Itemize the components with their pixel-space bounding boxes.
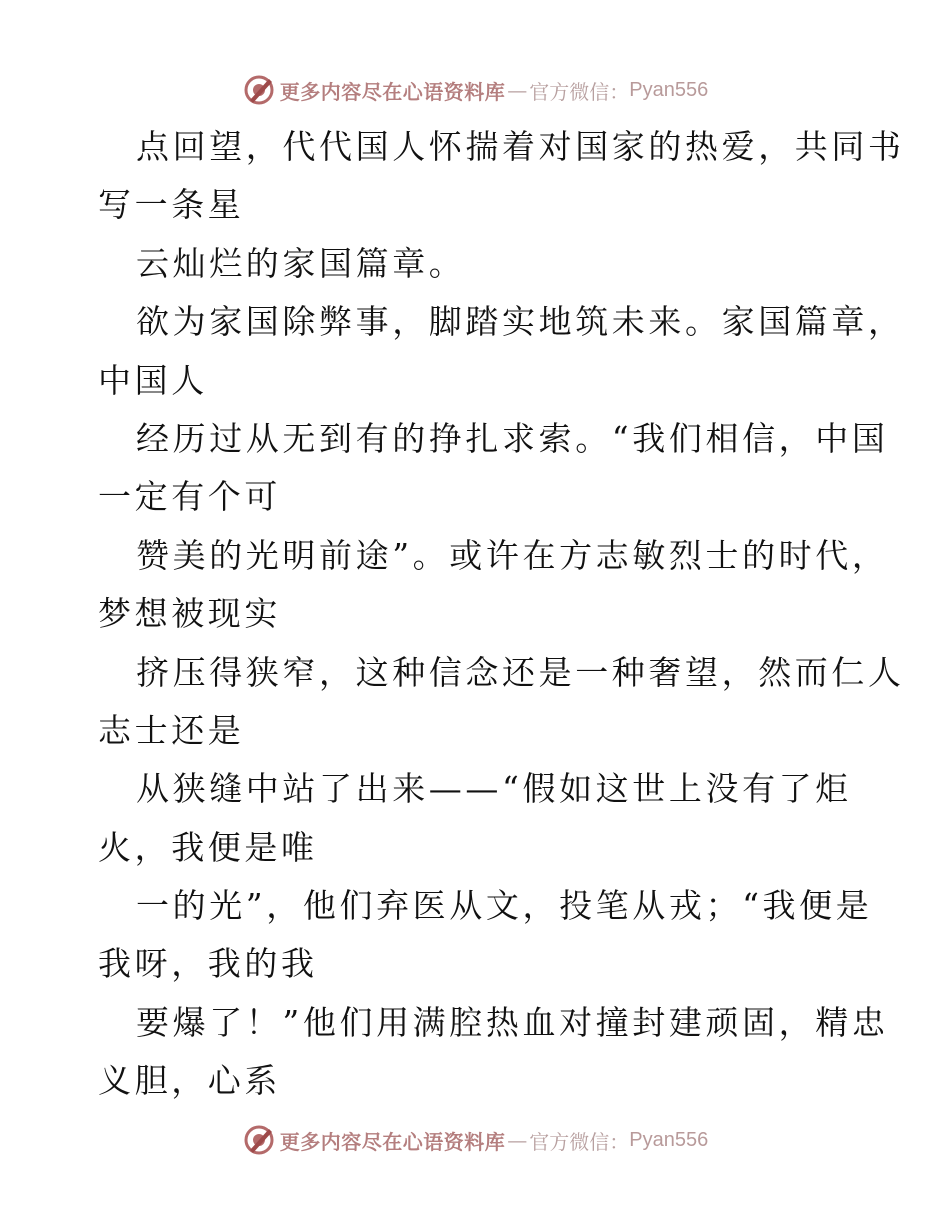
pen-logo-icon bbox=[242, 73, 276, 107]
text-line: 经历过从无到有的挣扎求索。“我们相信，中国 bbox=[136, 418, 889, 458]
pen-logo-icon bbox=[242, 1123, 276, 1157]
text-line: 从狭缝中站了出来——“假如这世上没有了炬 bbox=[136, 769, 852, 809]
header-wechat-id: Pyan556 bbox=[629, 78, 709, 101]
document-body bbox=[98, 118, 905, 1111]
footer-brand-text: 更多内容尽在心语资料库 bbox=[279, 1129, 506, 1154]
text-line: 写一条星 bbox=[98, 185, 245, 225]
text-line: 火，我便是唯 bbox=[98, 827, 318, 867]
text-line: 云灿烂的家国篇章。 bbox=[136, 243, 466, 283]
text-line: 梦想被现实 bbox=[98, 594, 281, 634]
footer-wechat-id: Pyan556 bbox=[629, 1128, 709, 1151]
text-line: 我呀，我的我 bbox=[98, 944, 318, 984]
text-line: 欲为家国除弊事，脚踏实地筑未来。家国篇章， bbox=[136, 302, 905, 342]
header-wechat-label: 官方微信： bbox=[529, 79, 630, 104]
text-line: 挤压得狭窄，这种信念还是一种奢望，然而仁人 bbox=[136, 652, 905, 692]
footer-watermark bbox=[0, 1120, 950, 1160]
footer-dash: — bbox=[507, 1128, 528, 1152]
text-line: 义胆，心系 bbox=[98, 1061, 281, 1101]
text-line: 志士还是 bbox=[98, 710, 245, 750]
text-line: 一定有个可 bbox=[98, 477, 281, 517]
header-dash: — bbox=[507, 78, 528, 102]
text-line: 赞美的光明前途”。或许在方志敏烈士的时代， bbox=[136, 535, 889, 575]
text-line: 一的光”，他们弃医从文，投笔从戎；“我便是 bbox=[136, 886, 873, 926]
text-line: 点回望，代代国人怀揣着对国家的热爱，共同书 bbox=[136, 127, 905, 166]
header-watermark bbox=[0, 70, 950, 110]
text-line: 要爆了！”他们用满腔热血对撞封建顽固，精忠 bbox=[136, 1002, 889, 1042]
header-brand-text: 更多内容尽在心语资料库 bbox=[279, 79, 506, 104]
text-line: 中国人 bbox=[98, 360, 208, 400]
footer-wechat-label: 官方微信： bbox=[529, 1129, 630, 1154]
